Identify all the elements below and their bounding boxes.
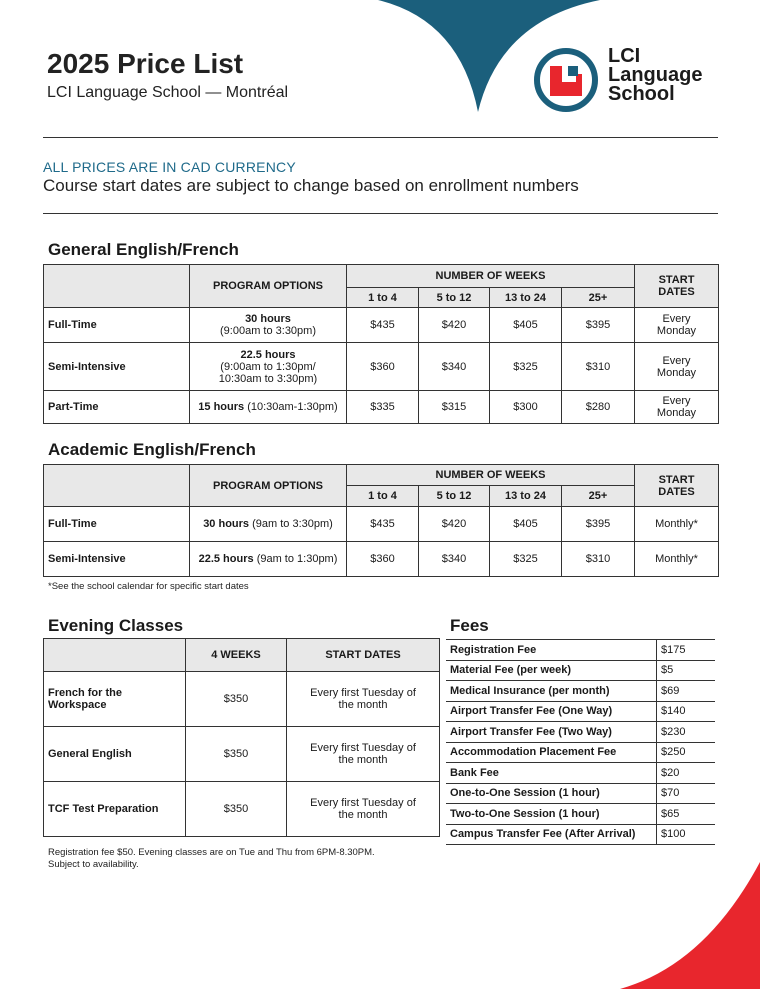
row-label: TCF Test Preparation bbox=[44, 782, 186, 837]
bottom-red-swoosh bbox=[620, 862, 760, 989]
row-label: Part-Time bbox=[44, 391, 190, 424]
currency-note: ALL PRICES ARE IN CAD CURRENCY bbox=[43, 159, 296, 175]
fee-label: Airport Transfer Fee (Two Way) bbox=[446, 722, 657, 743]
evening-classes-table bbox=[43, 638, 440, 837]
price-cell: $435 bbox=[347, 507, 419, 542]
price-cell: $350 bbox=[186, 727, 287, 782]
price-cell: $395 bbox=[562, 308, 635, 343]
price-cell: $350 bbox=[186, 672, 287, 727]
fee-value: $100 bbox=[657, 824, 716, 845]
start-cell: Every Monday bbox=[635, 308, 719, 343]
logo-mark-icon bbox=[532, 46, 600, 114]
fee-label: Bank Fee bbox=[446, 763, 657, 784]
header-weeks-13-24: 13 to 24 bbox=[490, 288, 562, 308]
start-cell: Every Monday bbox=[635, 343, 719, 391]
row-label: Semi-Intensive bbox=[44, 542, 190, 577]
program-option: 30 hours (9am to 3:30pm) bbox=[190, 507, 347, 542]
fee-row bbox=[446, 804, 715, 825]
table-row bbox=[44, 343, 719, 391]
price-cell: $310 bbox=[562, 343, 635, 391]
corner-cell bbox=[44, 265, 190, 308]
fee-row bbox=[446, 722, 715, 743]
fee-row bbox=[446, 701, 715, 722]
fee-row bbox=[446, 640, 715, 661]
price-cell: $315 bbox=[419, 391, 490, 424]
corner-cell bbox=[44, 639, 186, 672]
fee-label: Two-to-One Session (1 hour) bbox=[446, 804, 657, 825]
start-cell: Monthly* bbox=[635, 507, 719, 542]
table-row bbox=[44, 672, 440, 727]
general-price-table bbox=[43, 264, 719, 424]
academic-footnote: *See the school calendar for specific start dates bbox=[48, 581, 249, 592]
price-cell: $405 bbox=[490, 507, 562, 542]
fee-value: $140 bbox=[657, 701, 716, 722]
program-option: 22.5 hours (9:00am to 1:30pm/ 10:30am to 3:30pm) bbox=[190, 343, 347, 391]
header-start-dates: START DATES bbox=[635, 465, 719, 507]
price-cell: $360 bbox=[347, 542, 419, 577]
evening-note-line-1: Registration fee $50. Evening classes are on Tue and Thu from 6PM-8.30PM. bbox=[48, 847, 375, 858]
fee-value: $70 bbox=[657, 783, 716, 804]
section-title-academic: Academic English/French bbox=[48, 440, 256, 459]
fee-row bbox=[446, 742, 715, 763]
row-label: Semi-Intensive bbox=[44, 343, 190, 391]
fee-row bbox=[446, 783, 715, 804]
price-cell: $340 bbox=[419, 542, 490, 577]
evening-note-line-2: Subject to availability. bbox=[48, 859, 139, 870]
table-row bbox=[44, 782, 440, 837]
header-weeks-13-24: 13 to 24 bbox=[490, 486, 562, 507]
header-4-weeks: 4 WEEKS bbox=[186, 639, 287, 672]
page-title: 2025 Price List bbox=[47, 48, 244, 79]
start-cell: Every Monday bbox=[635, 391, 719, 424]
header-number-of-weeks: NUMBER OF WEEKS bbox=[347, 465, 635, 486]
fee-label: Airport Transfer Fee (One Way) bbox=[446, 701, 657, 722]
table-row bbox=[44, 391, 719, 424]
start-cell: Monthly* bbox=[635, 542, 719, 577]
fee-label: Accommodation Placement Fee bbox=[446, 742, 657, 763]
table-row bbox=[44, 507, 719, 542]
fee-label: Material Fee (per week) bbox=[446, 660, 657, 681]
price-cell: $340 bbox=[419, 343, 490, 391]
price-cell: $325 bbox=[490, 542, 562, 577]
corner-cell bbox=[44, 465, 190, 507]
fee-row bbox=[446, 763, 715, 784]
price-cell: $350 bbox=[186, 782, 287, 837]
price-cell: $310 bbox=[562, 542, 635, 577]
fee-value: $20 bbox=[657, 763, 716, 784]
price-cell: $280 bbox=[562, 391, 635, 424]
price-cell: $335 bbox=[347, 391, 419, 424]
fee-label: Medical Insurance (per month) bbox=[446, 681, 657, 702]
academic-price-table bbox=[43, 464, 719, 577]
start-cell: Every first Tuesday of the month bbox=[287, 672, 440, 727]
header-weeks-5-12: 5 to 12 bbox=[419, 486, 490, 507]
header-number-of-weeks: NUMBER OF WEEKS bbox=[347, 265, 635, 288]
fee-row bbox=[446, 824, 715, 845]
header-start-dates: START DATES bbox=[635, 265, 719, 308]
fee-label: One-to-One Session (1 hour) bbox=[446, 783, 657, 804]
header-weeks-1-4: 1 to 4 bbox=[347, 486, 419, 507]
lci-logo bbox=[532, 44, 732, 116]
header-start-dates: START DATES bbox=[287, 639, 440, 672]
fee-value: $65 bbox=[657, 804, 716, 825]
header-weeks-25plus: 25+ bbox=[562, 486, 635, 507]
header-weeks-25plus: 25+ bbox=[562, 288, 635, 308]
fee-label: Registration Fee bbox=[446, 640, 657, 661]
price-cell: $325 bbox=[490, 343, 562, 391]
fee-value: $175 bbox=[657, 640, 716, 661]
price-cell: $420 bbox=[419, 507, 490, 542]
start-cell: Every first Tuesday of the month bbox=[287, 782, 440, 837]
header-program-options: PROGRAM OPTIONS bbox=[190, 465, 347, 507]
fees-table bbox=[446, 639, 715, 845]
fee-label: Campus Transfer Fee (After Arrival) bbox=[446, 824, 657, 845]
fee-row bbox=[446, 660, 715, 681]
page-subtitle: LCI Language School — Montréal bbox=[47, 84, 289, 101]
price-cell: $300 bbox=[490, 391, 562, 424]
fee-value: $69 bbox=[657, 681, 716, 702]
price-cell: $395 bbox=[562, 507, 635, 542]
start-dates-note: Course start dates are subject to change based on enrollment numbers bbox=[43, 176, 579, 195]
row-label: French for the Workspace bbox=[44, 672, 186, 727]
section-title-fees: Fees bbox=[450, 616, 489, 635]
header-weeks-5-12: 5 to 12 bbox=[419, 288, 490, 308]
price-cell: $405 bbox=[490, 308, 562, 343]
section-title-evening: Evening Classes bbox=[48, 616, 184, 635]
evening-note bbox=[48, 847, 375, 871]
section-title-general: General English/French bbox=[48, 240, 239, 259]
header-program-options: PROGRAM OPTIONS bbox=[190, 265, 347, 308]
table-row bbox=[44, 308, 719, 343]
row-label: Full-Time bbox=[44, 507, 190, 542]
divider bbox=[43, 137, 718, 138]
table-row bbox=[44, 542, 719, 577]
logo-text: LCI Language School bbox=[608, 45, 703, 105]
program-option: 30 hours (9:00am to 3:30pm) bbox=[190, 308, 347, 343]
program-option: 15 hours (10:30am-1:30pm) bbox=[190, 391, 347, 424]
price-cell: $435 bbox=[347, 308, 419, 343]
row-label: Full-Time bbox=[44, 308, 190, 343]
start-cell: Every first Tuesday of the month bbox=[287, 727, 440, 782]
fee-value: $5 bbox=[657, 660, 716, 681]
program-option: 22.5 hours (9am to 1:30pm) bbox=[190, 542, 347, 577]
fee-value: $250 bbox=[657, 742, 716, 763]
price-cell: $420 bbox=[419, 308, 490, 343]
fee-value: $230 bbox=[657, 722, 716, 743]
header-weeks-1-4: 1 to 4 bbox=[347, 288, 419, 308]
fee-row bbox=[446, 681, 715, 702]
price-cell: $360 bbox=[347, 343, 419, 391]
row-label: General English bbox=[44, 727, 186, 782]
table-row bbox=[44, 727, 440, 782]
divider bbox=[43, 213, 718, 214]
